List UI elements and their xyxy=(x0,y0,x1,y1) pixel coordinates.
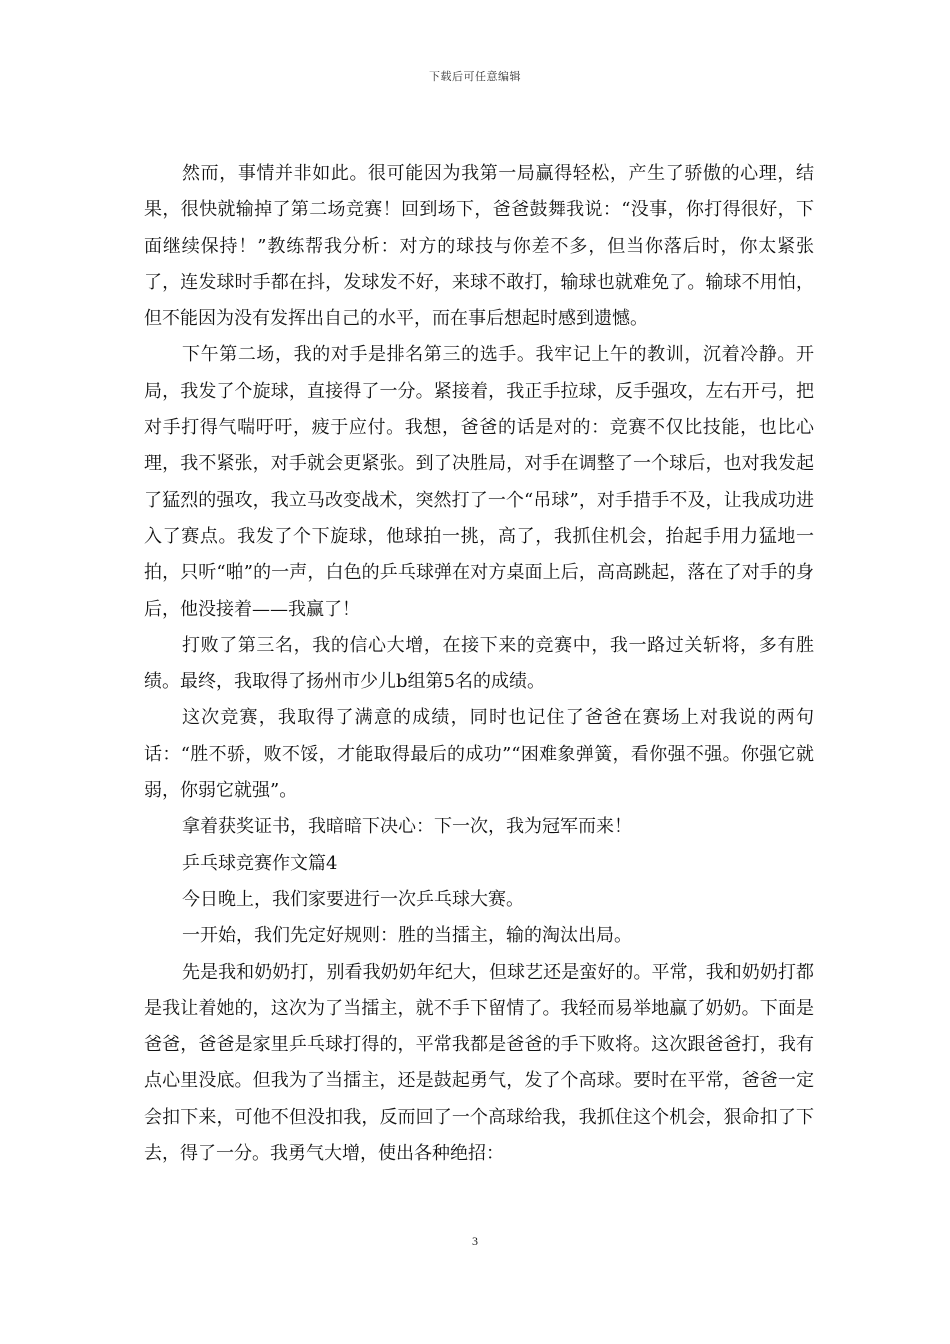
paragraph: 先是我和奶奶打，别看我奶奶年纪大，但球艺还是蛮好的。平常，我和奶奶打都是我让着她的，这次为了当擂主，就不手下留情了。我轻而易举地赢了奶奶。下面是爸爸，爸爸是家里乒乓球打得的，平常我都是爸爸的手下败将。这次跟爸爸打，我有点心里没底。但我为了当擂主，还是鼓起勇气，发了个高球。要时在平常，爸爸一定会扣下来，可他不但没扣我，反而回了一个高球给我，我抓住这个机会，狠命扣了下去，得了一分。我勇气大增，使出各种绝招： xyxy=(144,961,814,1165)
paragraph: 拿着获奖证书，我暗暗下决心：下一次，我为冠军而来！ xyxy=(182,816,632,838)
paragraph: 今日晚上，我们家要进行一次乒乓球大赛。 xyxy=(182,888,524,910)
paragraph: 一开始，我们先定好规则：胜的当擂主，输的淘汰出局。 xyxy=(182,925,632,947)
paragraph: 打败了第三名，我的信心大增，在接下来的竞赛中，我一路过关斩将，多有胜绩。最终，我取得了扬州市少儿b组第5名的成绩。 xyxy=(144,634,814,693)
paragraph: 这次竞赛，我取得了满意的成绩，同时也记住了爸爸在赛场上对我说的两句话：“胜不骄，败不馁，才能取得最后的成功”“困难象弹簧，看你强不强。你强它就弱，你弱它就强”。 xyxy=(144,707,814,802)
paragraph: 然而，事情并非如此。很可能因为我第一局赢得轻松，产生了骄傲的心理，结果，很快就输掉了第二场竞赛！回到场下，爸爸鼓舞我说：“没事，你打得很好，下面继续保持！”教练帮我分析：对方的球技与你差不多，但当你落后时，你太紧张了，连发球时手都在抖，发球发不好，来球不敢打，输球也就难免了。输球不用怕，但不能因为没有发挥出自己的水平，而在事后想起时感到遗憾。 xyxy=(144,163,814,330)
page-number: 3 xyxy=(472,1234,478,1248)
page-header: 下载后可任意编辑 xyxy=(429,70,521,83)
paragraph: 下午第二场，我的对手是排名第三的选手。我牢记上午的教训，沉着冷静。开局，我发了个旋球，直接得了一分。紧接着，我正手拉球，反手强攻，左右开弓，把对手打得气喘吁吁，疲于应付。我想，爸爸的话是对的：竞赛不仅比技能，也比心理，我不紧张，对手就会更紧张。到了决胜局，对手在调整了一个球后，也对我发起了猛烈的强攻，我立马改变战术，突然打了一个“吊球”，对手措手不及，让我成功进入了赛点。我发了个下旋球，他球拍一挑，高了，我抓住机会，抬起手用力猛地一拍，只听“啪”的一声，白色的乒乓球弹在对方桌面上后，高高跳起，落在了对手的身后，他没接着——我赢了！ xyxy=(144,344,814,620)
body-text xyxy=(144,156,814,1172)
section-heading: 乒乓球竞赛作文篇4 xyxy=(182,852,338,874)
